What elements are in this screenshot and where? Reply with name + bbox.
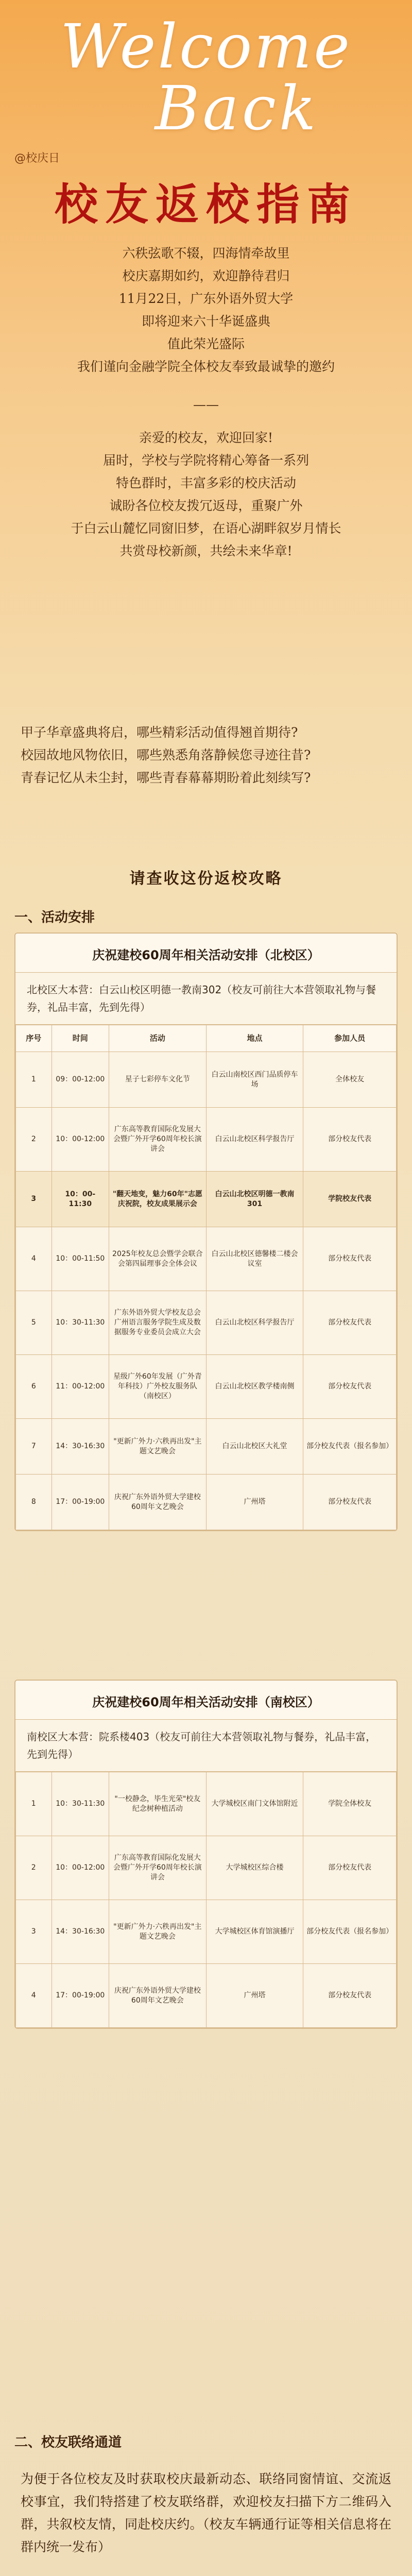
cell-location: 白云山北校区大礼堂: [206, 1419, 303, 1475]
cell-participants: 学院全体校友: [303, 1772, 397, 1836]
cell-activity: 星子七彩停车文化节: [109, 1052, 207, 1108]
cell-time: 10：30-11:30: [52, 1291, 109, 1355]
cell-index: 8: [16, 1475, 52, 1530]
table-row: [16, 1052, 397, 1108]
cell-location: 广州塔: [206, 1475, 303, 1530]
cell-location: 白云山北校区明德一教南301: [206, 1172, 303, 1227]
header-cell: 序号: [16, 1025, 52, 1052]
cell-time: 10：30-11:30: [52, 1772, 109, 1836]
intro-line: 值此荣光盛际: [167, 336, 245, 351]
intro-line: 亲爱的校友，欢迎回家!: [139, 430, 273, 445]
cell-time: 09：00-12:00: [52, 1052, 109, 1108]
table-row: [16, 1227, 397, 1291]
cell-index: 5: [16, 1291, 52, 1355]
cell-participants: 部分校友代表: [303, 1836, 397, 1900]
cell-time: 14：30-16:30: [52, 1900, 109, 1964]
table-row: [16, 1900, 397, 1964]
hero-banner: [0, 0, 412, 185]
header-cell: 时间: [52, 1025, 109, 1052]
cell-activity: 2025年校友总会暨学会联合会第四届理事会全体会议: [109, 1227, 207, 1291]
intro-line: 特色群时，丰富多彩的校庆活动: [115, 476, 296, 490]
question-line: 校园故地风物依旧，哪些熟悉角落静候您寻迹往昔?: [21, 748, 311, 762]
contact-paragraph-1: 为便于各位校友及时获取校庆最新动态、联络同窗情谊、交流返校事宜，我们特搭建了校友联络群，欢迎校友扫描下方二维码入群，共叙校友情，同赴校庆约。（校友车辆通行证等相关信息将在群内统一发布）: [21, 2471, 391, 2554]
table-header-row: [16, 1025, 397, 1052]
cell-time: 10：00-11:50: [52, 1227, 109, 1291]
north-card-note: 北校区大本营：白云山校区明德一教南302（校友可前往大本营领取礼物与餐券，礼品丰富，先到先得）: [15, 973, 397, 1025]
cell-participants: 部分校友代表（报名参加）: [303, 1900, 397, 1964]
cell-location: 白云山北校区教学楼南侧: [206, 1355, 303, 1419]
question-line: 青春记忆从未尘封，哪些青春幕幕期盼着此刻续写?: [21, 770, 311, 785]
cell-index: 2: [16, 1108, 52, 1172]
guide-heading: 请查收这份返校攻略: [129, 870, 283, 888]
cell-index: 7: [16, 1419, 52, 1475]
cell-index: 1: [16, 1052, 52, 1108]
north-schedule-table: [15, 1025, 397, 1530]
intro-line: 我们谨向金融学院全体校友奉致最诚挚的邀约: [77, 359, 335, 374]
intro-line: 共赏母校新颜，共绘未来华章!: [119, 544, 293, 558]
table-row: [16, 1108, 397, 1172]
cell-time: 17：00-19:00: [52, 1964, 109, 2028]
intro-divider: ——: [193, 397, 219, 412]
cell-index: 1: [16, 1772, 52, 1836]
table-row: [16, 1772, 397, 1836]
cell-index: 4: [16, 1964, 52, 2028]
north-campus-card: [14, 933, 398, 1531]
intro-line: 即将迎来六十华诞盛典: [141, 314, 270, 329]
south-card-note: 南校区大本营：院系楼403（校友可前往大本营领取礼物与餐券，礼品丰富，先到先得）: [15, 1720, 397, 1772]
welcome-heading: Welcome: [60, 11, 352, 82]
cell-participants: 部分校友代表: [303, 1355, 397, 1419]
cell-time: 11：00-12:00: [52, 1355, 109, 1419]
intro-line: 校庆嘉期如约，欢迎静待君归: [122, 268, 290, 283]
south-campus-card: [14, 1680, 398, 2029]
cell-participants: 全体校友: [303, 1052, 397, 1108]
cell-participants: 部分校友代表: [303, 1227, 397, 1291]
intro-block: [21, 242, 391, 563]
questions-block: [21, 721, 391, 789]
cell-activity: "一校静念，毕生光荣"校友纪念树种植活动: [109, 1772, 206, 1836]
cell-location: 大学城校区南门文体馆附近: [206, 1772, 303, 1836]
table-row: [16, 1964, 397, 2028]
cell-activity: "更新广外力·六秩再出发"主题文艺晚会: [109, 1900, 206, 1964]
intro-line: 六秩弦歌不辍，四海情牵故里: [122, 246, 290, 261]
intro-line: 届时，学校与学院将精心筹备一系列: [102, 453, 309, 468]
page-title: 校友返校指南: [54, 179, 357, 230]
cell-activity: "更新广外力·六秩再出发"主题文艺晚会: [109, 1419, 207, 1475]
table-row: [16, 1475, 397, 1530]
cell-activity: "翻天地变，魅力60年"志愿庆祝院，校友成果展示会: [109, 1172, 207, 1227]
cell-time: 10：00-12:00: [52, 1108, 109, 1172]
cell-participants: 部分校友代表: [303, 1964, 397, 2028]
cell-activity: 庆祝广东外语外贸大学建校60周年文艺晚会: [109, 1475, 207, 1530]
cell-index: 3: [16, 1900, 52, 1964]
cell-index: 4: [16, 1227, 52, 1291]
cell-index: 2: [16, 1836, 52, 1900]
cell-location: 大学城校区综合楼: [206, 1836, 303, 1900]
table-row: [16, 1355, 397, 1419]
cell-activity: 广东高等教育国际化发展大会暨广外开学60周年校长演讲会: [109, 1836, 206, 1900]
intro-line: 于白云山麓忆同窗旧梦，在语心湖畔叙岁月情长: [71, 521, 341, 536]
intro-line: 11月22日，广东外语外贸大学: [118, 291, 294, 306]
cell-location: 白云山北校区科学报告厅: [206, 1291, 303, 1355]
cell-participants: 部分校友代表: [303, 1475, 397, 1530]
cell-location: 广州塔: [206, 1964, 303, 2028]
cell-index: 6: [16, 1355, 52, 1419]
cell-participants: 部分校友代表（报名参加）: [303, 1419, 397, 1475]
cell-location: 白云山南校区西门品质停车场: [206, 1052, 303, 1108]
cell-participants: 学院校友代表: [303, 1172, 397, 1227]
table-row-highlight: [16, 1172, 397, 1227]
cell-activity: 庆祝广东外语外贸大学建校60周年文艺晚会: [109, 1964, 206, 2028]
cell-location: 大学城校区体育馆演播厅: [206, 1900, 303, 1964]
back-heading: Back: [154, 73, 319, 144]
section-title-activities: 一、活动安排: [14, 910, 95, 925]
cell-location: 白云山北校区科学报告厅: [206, 1108, 303, 1172]
cell-index: 3: [16, 1172, 52, 1227]
header-cell: 活动: [109, 1025, 207, 1052]
cell-location: 白云山北校区德馨楼二楼会议室: [206, 1227, 303, 1291]
cell-activity: 广东高等教育国际化发展大会暨广外开学60周年校长演讲会: [109, 1108, 207, 1172]
south-schedule-table: [15, 1772, 397, 2028]
cell-activity: 广东外语外贸大学校友总会广州语言服务学院生成及数据服务专业委员会成立大会: [109, 1291, 207, 1355]
section-title-contact: 二、校友联络通道: [14, 2435, 122, 2450]
tag-line: [14, 149, 60, 165]
table-row: [16, 1419, 397, 1475]
table-row: [16, 1836, 397, 1900]
header-cell: 参加人员: [303, 1025, 397, 1052]
cell-time: 17：00-19:00: [52, 1475, 109, 1530]
cell-time: 14：30-16:30: [52, 1419, 109, 1475]
south-card-title: 庆祝建校60周年相关活动安排（南校区）: [15, 1681, 397, 1720]
north-card-title: 庆祝建校60周年相关活动安排（北校区）: [15, 934, 397, 973]
cell-participants: 部分校友代表: [303, 1291, 397, 1355]
cell-participants: 部分校友代表: [303, 1108, 397, 1172]
table-row: [16, 1291, 397, 1355]
question-line: 甲子华章盛典将启，哪些精彩活动值得翘首期待?: [21, 725, 298, 740]
cell-activity: 星级广外60年发展（广外青年科技）广外校友服务队（南校区）: [109, 1355, 207, 1419]
tag-text: @校庆日: [14, 152, 60, 165]
cell-time: 10：00-11:30: [52, 1172, 109, 1227]
cell-time: 10：00-12:00: [52, 1836, 109, 1900]
header-cell: 地点: [206, 1025, 303, 1052]
intro-line: 诚盼各位校友拨冗返母，重聚广外: [109, 498, 303, 513]
